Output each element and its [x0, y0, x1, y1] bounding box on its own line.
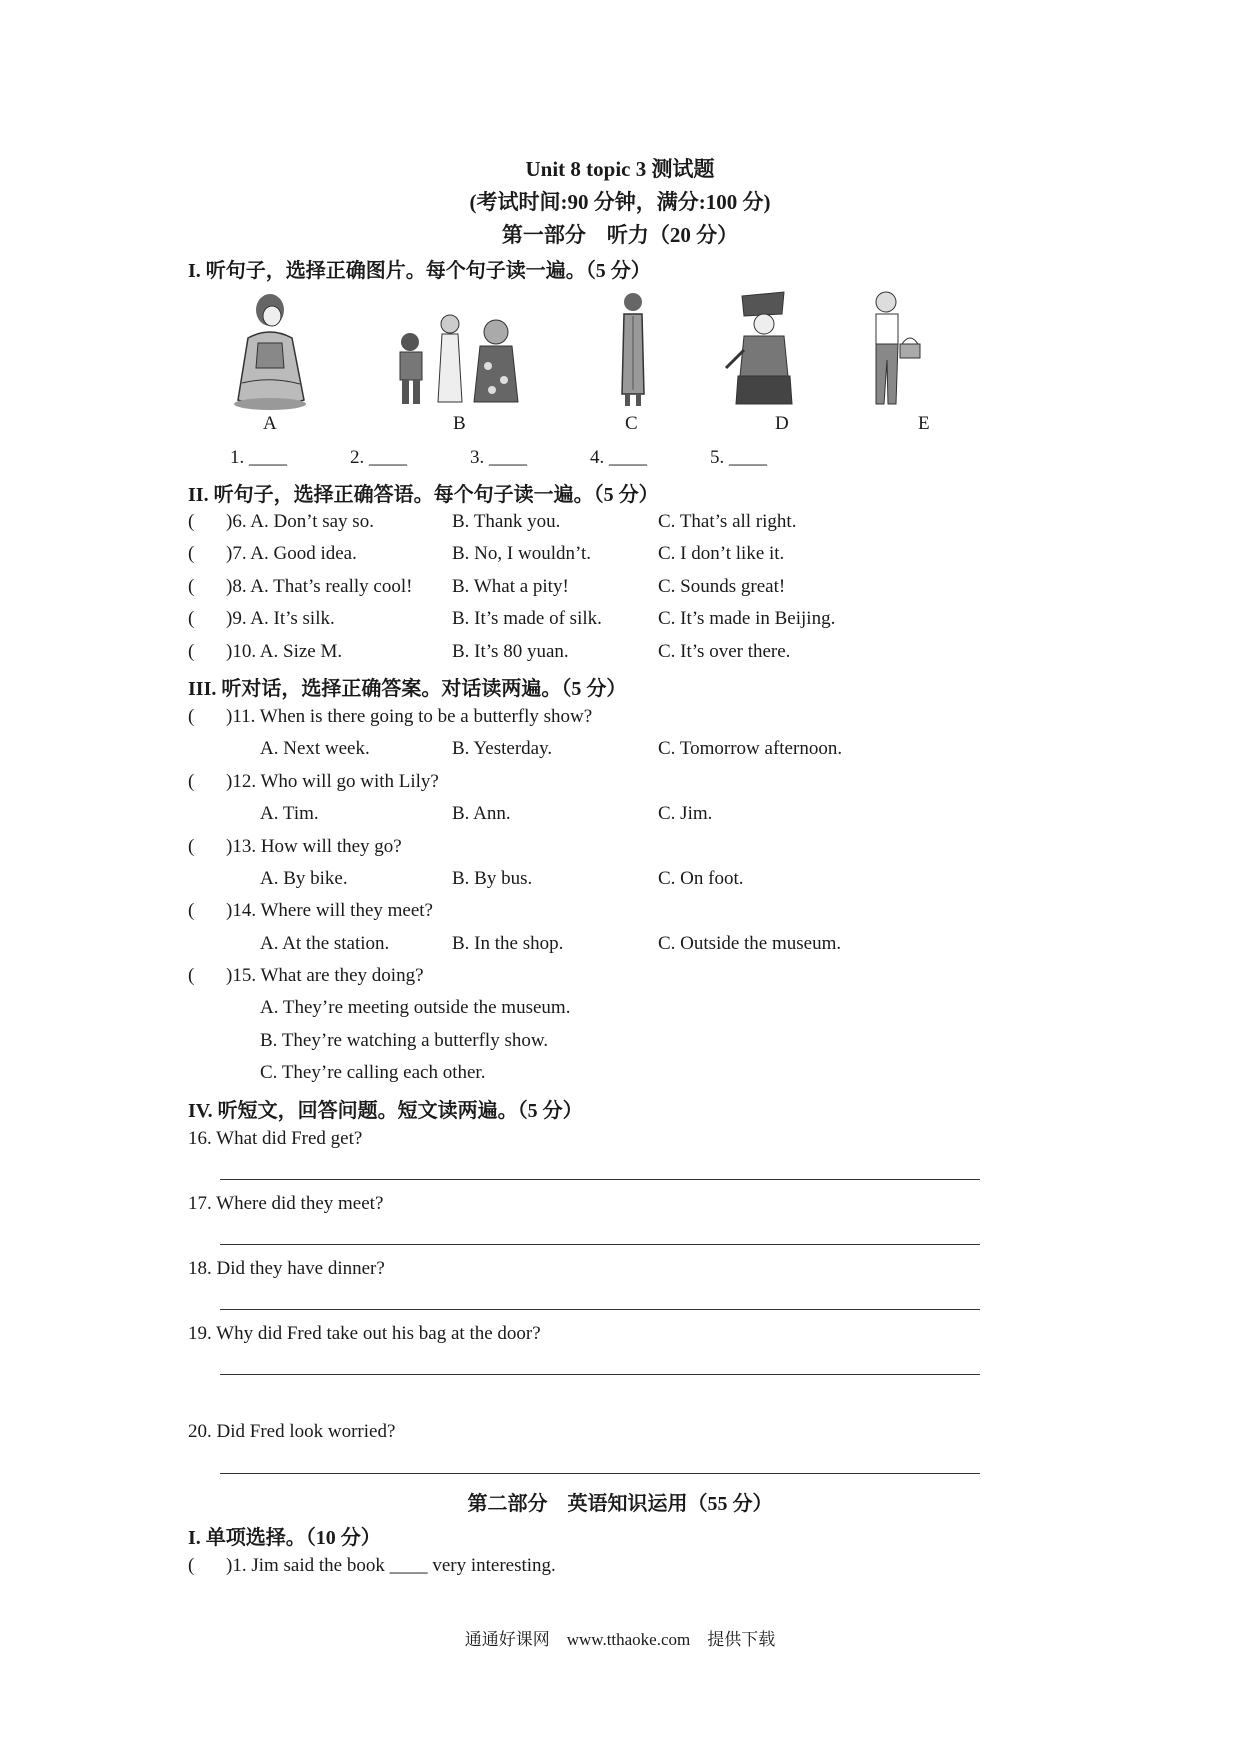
picture-a-kimono-woman: [228, 288, 318, 413]
question-15-option-a: A. They’re meeting outside the museum.: [260, 997, 571, 1018]
picture-label-d: D: [775, 413, 789, 434]
question-17-text: 17. Where did they meet?: [188, 1193, 384, 1214]
exam-title: Unit 8 topic 3 测试题: [525, 157, 715, 181]
question-8-option-a: )8. A. That’s really cool!: [226, 576, 413, 597]
question-12-option-b: B. Ann.: [452, 803, 511, 824]
answer-line-18[interactable]: [220, 1309, 980, 1310]
question-13-text: )13. How will they go?: [226, 836, 402, 857]
question-11-text: )11. When is there going to be a butterfly show?: [226, 706, 593, 727]
blank-4[interactable]: 4. ____: [590, 447, 647, 468]
picture-d-ethnic-costume-woman: [722, 290, 802, 412]
question-13-option-c: C. On foot.: [658, 868, 744, 889]
question-12-text: )12. Who will go with Lily?: [226, 771, 439, 792]
answer-paren[interactable]: (: [188, 771, 195, 792]
blank-5[interactable]: 5. ____: [710, 447, 767, 468]
answer-paren[interactable]: (: [188, 641, 195, 662]
question-11-option-c: C. Tomorrow afternoon.: [658, 738, 843, 759]
question-7-option-b: B. No, I wouldn’t.: [452, 543, 591, 564]
question-11-option-b: B. Yesterday.: [452, 738, 553, 759]
picture-label-e: E: [918, 413, 930, 434]
question-10-option-a: )10. A. Size M.: [226, 641, 343, 662]
answer-line-16[interactable]: [220, 1179, 980, 1180]
answer-paren[interactable]: (: [188, 511, 195, 532]
answer-paren[interactable]: (: [188, 608, 195, 629]
question-13-option-a: A. By bike.: [260, 868, 348, 889]
picture-c-qipao-woman: [608, 290, 658, 410]
question-18-text: 18. Did they have dinner?: [188, 1258, 385, 1279]
answer-line-19[interactable]: [220, 1374, 980, 1375]
picture-label-b: B: [453, 413, 466, 434]
answer-paren[interactable]: (: [188, 965, 195, 986]
answer-line-17[interactable]: [220, 1244, 980, 1245]
question-12-option-a: A. Tim.: [260, 803, 319, 824]
question-14-option-c: C. Outside the museum.: [658, 933, 842, 954]
part2-section1-heading: I. 单项选择。（10 分）: [188, 1527, 381, 1549]
answer-paren[interactable]: (: [188, 576, 195, 597]
section4-heading: IV. 听短文，回答问题。短文读两遍。（5 分）: [188, 1100, 583, 1122]
answer-paren[interactable]: (: [188, 543, 195, 564]
question-15-option-b: B. They’re watching a butterfly show.: [260, 1030, 549, 1051]
answer-paren[interactable]: (: [188, 706, 195, 727]
footer-source: 通通好课网 www.tthaoke.com 提供下载: [464, 1630, 776, 1649]
answer-paren[interactable]: (: [188, 1555, 195, 1576]
question-11-option-a: A. Next week.: [260, 738, 370, 759]
question-16-text: 16. What did Fred get?: [188, 1128, 363, 1149]
question-8-option-b: B. What a pity!: [452, 576, 569, 597]
question-9-option-c: C. It’s made in Beijing.: [658, 608, 836, 629]
picture-e-woman-with-basket: [860, 290, 930, 412]
question-9-option-a: )9. A. It’s silk.: [226, 608, 335, 629]
section2-heading: II. 听句子，选择正确答语。每个句子读一遍。（5 分）: [188, 484, 659, 506]
question-14-option-b: B. In the shop.: [452, 933, 564, 954]
section3-heading: III. 听对话，选择正确答案。对话读两遍。（5 分）: [188, 678, 627, 700]
question-13-option-b: B. By bus.: [452, 868, 533, 889]
question-6-option-b: B. Thank you.: [452, 511, 561, 532]
blank-1[interactable]: 1. ____: [230, 447, 287, 468]
question-10-option-c: C. It’s over there.: [658, 641, 791, 662]
question-15-text: )15. What are they doing?: [226, 965, 424, 986]
question-6-option-c: C. That’s all right.: [658, 511, 797, 532]
question-7-option-a: )7. A. Good idea.: [226, 543, 357, 564]
question-7-option-c: C. I don’t like it.: [658, 543, 785, 564]
picture-label-a: A: [263, 413, 277, 434]
question-6-option-a: )6. A. Don’t say so.: [226, 511, 374, 532]
blank-3[interactable]: 3. ____: [470, 447, 527, 468]
answer-line-20[interactable]: [220, 1473, 980, 1474]
question-12-option-c: C. Jim.: [658, 803, 713, 824]
question-20-text: 20. Did Fred look worried?: [188, 1421, 396, 1442]
part1-title: 第一部分 听力（20 分）: [501, 223, 739, 247]
picture-b-three-people: [388, 310, 528, 410]
part2-title: 第二部分 英语知识运用（55 分）: [467, 1493, 773, 1515]
question-9-option-b: B. It’s made of silk.: [452, 608, 602, 629]
question-14-option-a: A. At the station.: [260, 933, 390, 954]
blank-2[interactable]: 2. ____: [350, 447, 407, 468]
question-19-text: 19. Why did Fred take out his bag at the door?: [188, 1323, 541, 1344]
question-8-option-c: C. Sounds great!: [658, 576, 786, 597]
part2-question-1: )1. Jim said the book ____ very interesting.: [226, 1555, 556, 1576]
question-14-text: )14. Where will they meet?: [226, 900, 433, 921]
answer-paren[interactable]: (: [188, 836, 195, 857]
exam-subtitle: (考试时间:90 分钟，满分:100 分): [469, 190, 771, 214]
answer-paren[interactable]: (: [188, 900, 195, 921]
picture-label-c: C: [625, 413, 638, 434]
section1-heading: I. 听句子，选择正确图片。每个句子读一遍。（5 分）: [188, 260, 651, 282]
question-10-option-b: B. It’s 80 yuan.: [452, 641, 569, 662]
question-15-option-c: C. They’re calling each other.: [260, 1062, 486, 1083]
